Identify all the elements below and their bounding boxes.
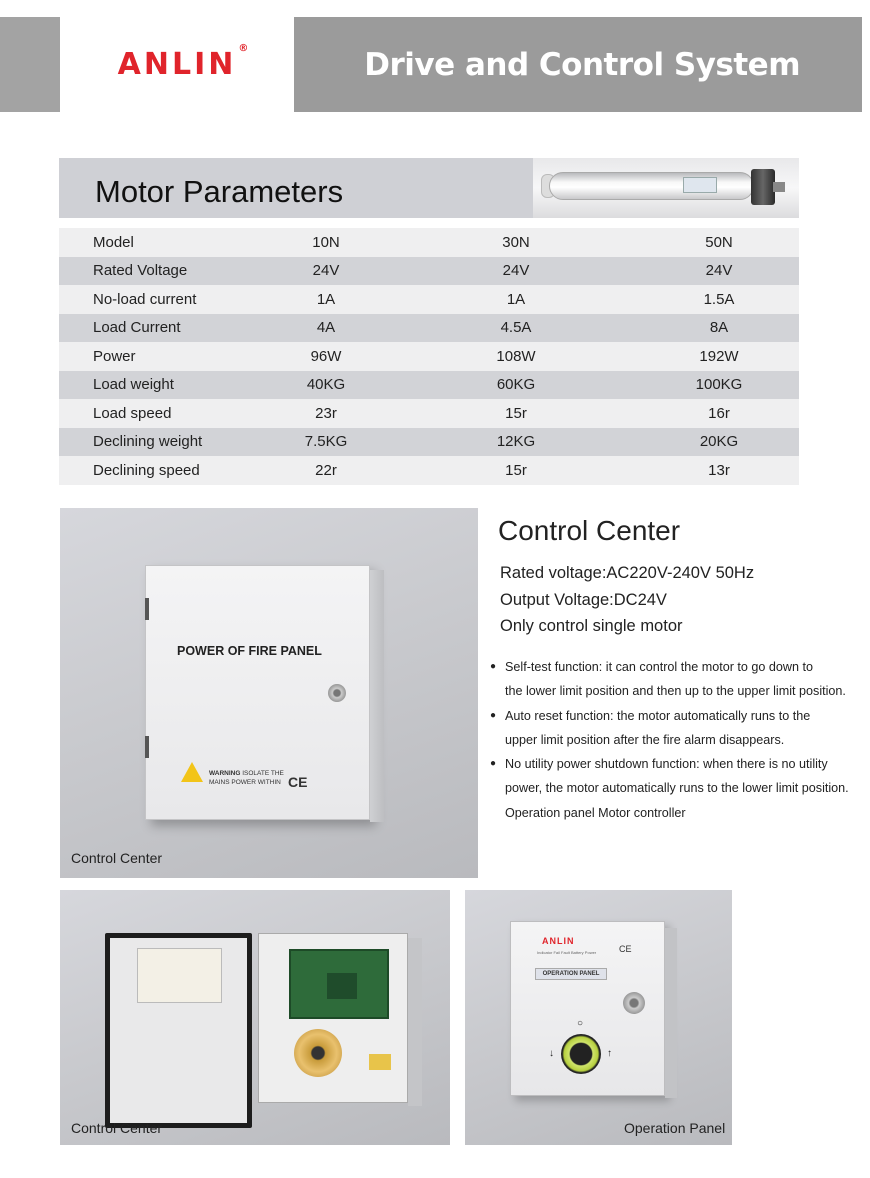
- table-row: [59, 228, 799, 257]
- parameter-value-50n: 8A: [639, 314, 799, 343]
- feature-item: ● Self-test function: it can control the motor to go down to: [490, 655, 865, 679]
- parameter-value-50n: 50N: [639, 228, 799, 257]
- indicator-leds: Indicator Fail Fault Battery Power: [537, 950, 597, 955]
- spec-line: Only control single motor: [500, 617, 683, 635]
- cabinet-side: [408, 938, 422, 1106]
- spec-line: Rated voltage:AC220V-240V 50Hz: [500, 564, 755, 582]
- parameter-value-50n: 20KG: [639, 428, 799, 457]
- parameter-label: Power: [59, 342, 259, 371]
- motor-label: [683, 177, 717, 193]
- feature-item-continued: upper limit position after the fire alarm disappears.: [505, 732, 785, 747]
- parameter-value-10n: 22r: [259, 456, 393, 485]
- parameter-label: Load Current: [59, 314, 259, 343]
- parameter-value-30n: 24V: [393, 257, 639, 286]
- feature-item: ● Auto reset function: the motor automatically runs to the: [490, 704, 865, 728]
- operation-panel-side: [665, 928, 677, 1098]
- control-center-title: Control Center: [498, 515, 681, 546]
- motor-head: [751, 169, 775, 205]
- parameter-value-50n: 16r: [639, 399, 799, 428]
- parameter-value-10n: 1A: [259, 285, 393, 314]
- motor-shaft: [773, 182, 785, 192]
- table-row: [59, 342, 799, 371]
- control-center-specs: [500, 560, 754, 640]
- parameter-value-10n: 23r: [259, 399, 393, 428]
- power-module: [369, 1054, 391, 1070]
- control-center-photo: [60, 508, 478, 878]
- photo-caption: Control Center: [71, 1120, 163, 1136]
- parameter-value-30n: 4.5A: [393, 314, 639, 343]
- feature-item-continued: the lower limit position and then up to the upper limit position.: [505, 684, 846, 699]
- photo-caption: Operation Panel: [624, 1120, 726, 1136]
- parameter-value-30n: 108W: [393, 342, 639, 371]
- arrow-down-icon: ↓: [549, 1048, 554, 1059]
- parameter-value-30n: 12KG: [393, 428, 639, 457]
- parameter-value-10n: 10N: [259, 228, 393, 257]
- page-title: Drive and Control System: [364, 46, 800, 83]
- ce-mark: CE: [288, 774, 308, 790]
- parameter-label: Load speed: [59, 399, 259, 428]
- warning-label: WARNING ISOLATE THE MAINS POWER WITHIN: [209, 770, 284, 786]
- parameter-label: Declining speed: [59, 456, 259, 485]
- table-row: [59, 456, 799, 485]
- parameter-label: Rated Voltage: [59, 257, 259, 286]
- feature-list: [490, 655, 865, 825]
- warning-icon: [181, 762, 203, 782]
- ce-mark: CE: [619, 944, 632, 954]
- parameter-value-50n: 13r: [639, 456, 799, 485]
- cabinet-interior: [258, 933, 408, 1103]
- brand-logo-box: [60, 17, 294, 112]
- parameter-value-10n: 96W: [259, 342, 393, 371]
- parameter-value-10n: 40KG: [259, 371, 393, 400]
- motor-parameters-table: [59, 228, 799, 485]
- hinge: [145, 736, 149, 758]
- spec-line: Output Voltage:DC24V: [500, 590, 667, 609]
- parameter-value-30n: 15r: [393, 456, 639, 485]
- cabinet-door: [105, 933, 252, 1128]
- motor-parameters-header: [59, 158, 799, 218]
- table-row: [59, 399, 799, 428]
- circuit-component: [327, 973, 357, 999]
- arrow-up-icon: ↑: [607, 1048, 612, 1059]
- operation-panel-photo: [465, 890, 732, 1145]
- parameter-value-50n: 100KG: [639, 371, 799, 400]
- table-row: [59, 285, 799, 314]
- parameter-label: No-load current: [59, 285, 259, 314]
- operation-panel-box: [510, 921, 665, 1096]
- motor-tube: [549, 172, 754, 200]
- parameter-value-30n: 60KG: [393, 371, 639, 400]
- header-band: [294, 17, 862, 112]
- feature-item-continued: power, the motor automatically runs to the lower limit position.: [505, 781, 849, 796]
- key-switch-icon: [623, 992, 645, 1014]
- control-box-side: [370, 570, 384, 822]
- feature-item: ● No utility power shutdown function: when there is no utility: [490, 752, 865, 776]
- table-row: [59, 314, 799, 343]
- components-line: Operation panel Motor controller: [505, 805, 686, 820]
- brand-logo: ANLIN ®: [117, 43, 249, 82]
- table-row: [59, 257, 799, 286]
- rotary-switch: [561, 1034, 601, 1074]
- parameter-value-50n: 192W: [639, 342, 799, 371]
- toroidal-transformer: [294, 1029, 342, 1077]
- parameter-value-50n: 24V: [639, 257, 799, 286]
- header-band-left: [0, 17, 60, 112]
- registered-mark: ®: [238, 43, 249, 54]
- table-row: [59, 428, 799, 457]
- parameter-value-30n: 30N: [393, 228, 639, 257]
- circle-icon: ○: [577, 1018, 584, 1029]
- parameter-value-50n: 1.5A: [639, 285, 799, 314]
- parameter-label: Load weight: [59, 371, 259, 400]
- key-lock-icon: [328, 684, 346, 702]
- fire-panel-label: POWER OF FIRE PANEL: [177, 644, 322, 658]
- parameter-value-10n: 24V: [259, 257, 393, 286]
- parameter-value-30n: 1A: [393, 285, 639, 314]
- parameter-value-10n: 7.5KG: [259, 428, 393, 457]
- parameter-value-10n: 4A: [259, 314, 393, 343]
- photo-caption: Control Center: [71, 850, 163, 866]
- control-center-open-photo: [60, 890, 450, 1145]
- motor-parameters-title: Motor Parameters: [95, 174, 344, 209]
- parameter-label: Model: [59, 228, 259, 257]
- operation-panel-plate: OPERATION PANEL: [535, 968, 607, 980]
- panel-brand: ANLIN: [542, 936, 575, 946]
- wiring-diagram-sticker: [137, 948, 222, 1003]
- circuit-board: [289, 949, 389, 1019]
- parameter-label: Declining weight: [59, 428, 259, 457]
- table-row: [59, 371, 799, 400]
- parameter-value-30n: 15r: [393, 399, 639, 428]
- tubular-motor-image: [533, 158, 799, 218]
- hinge: [145, 598, 149, 620]
